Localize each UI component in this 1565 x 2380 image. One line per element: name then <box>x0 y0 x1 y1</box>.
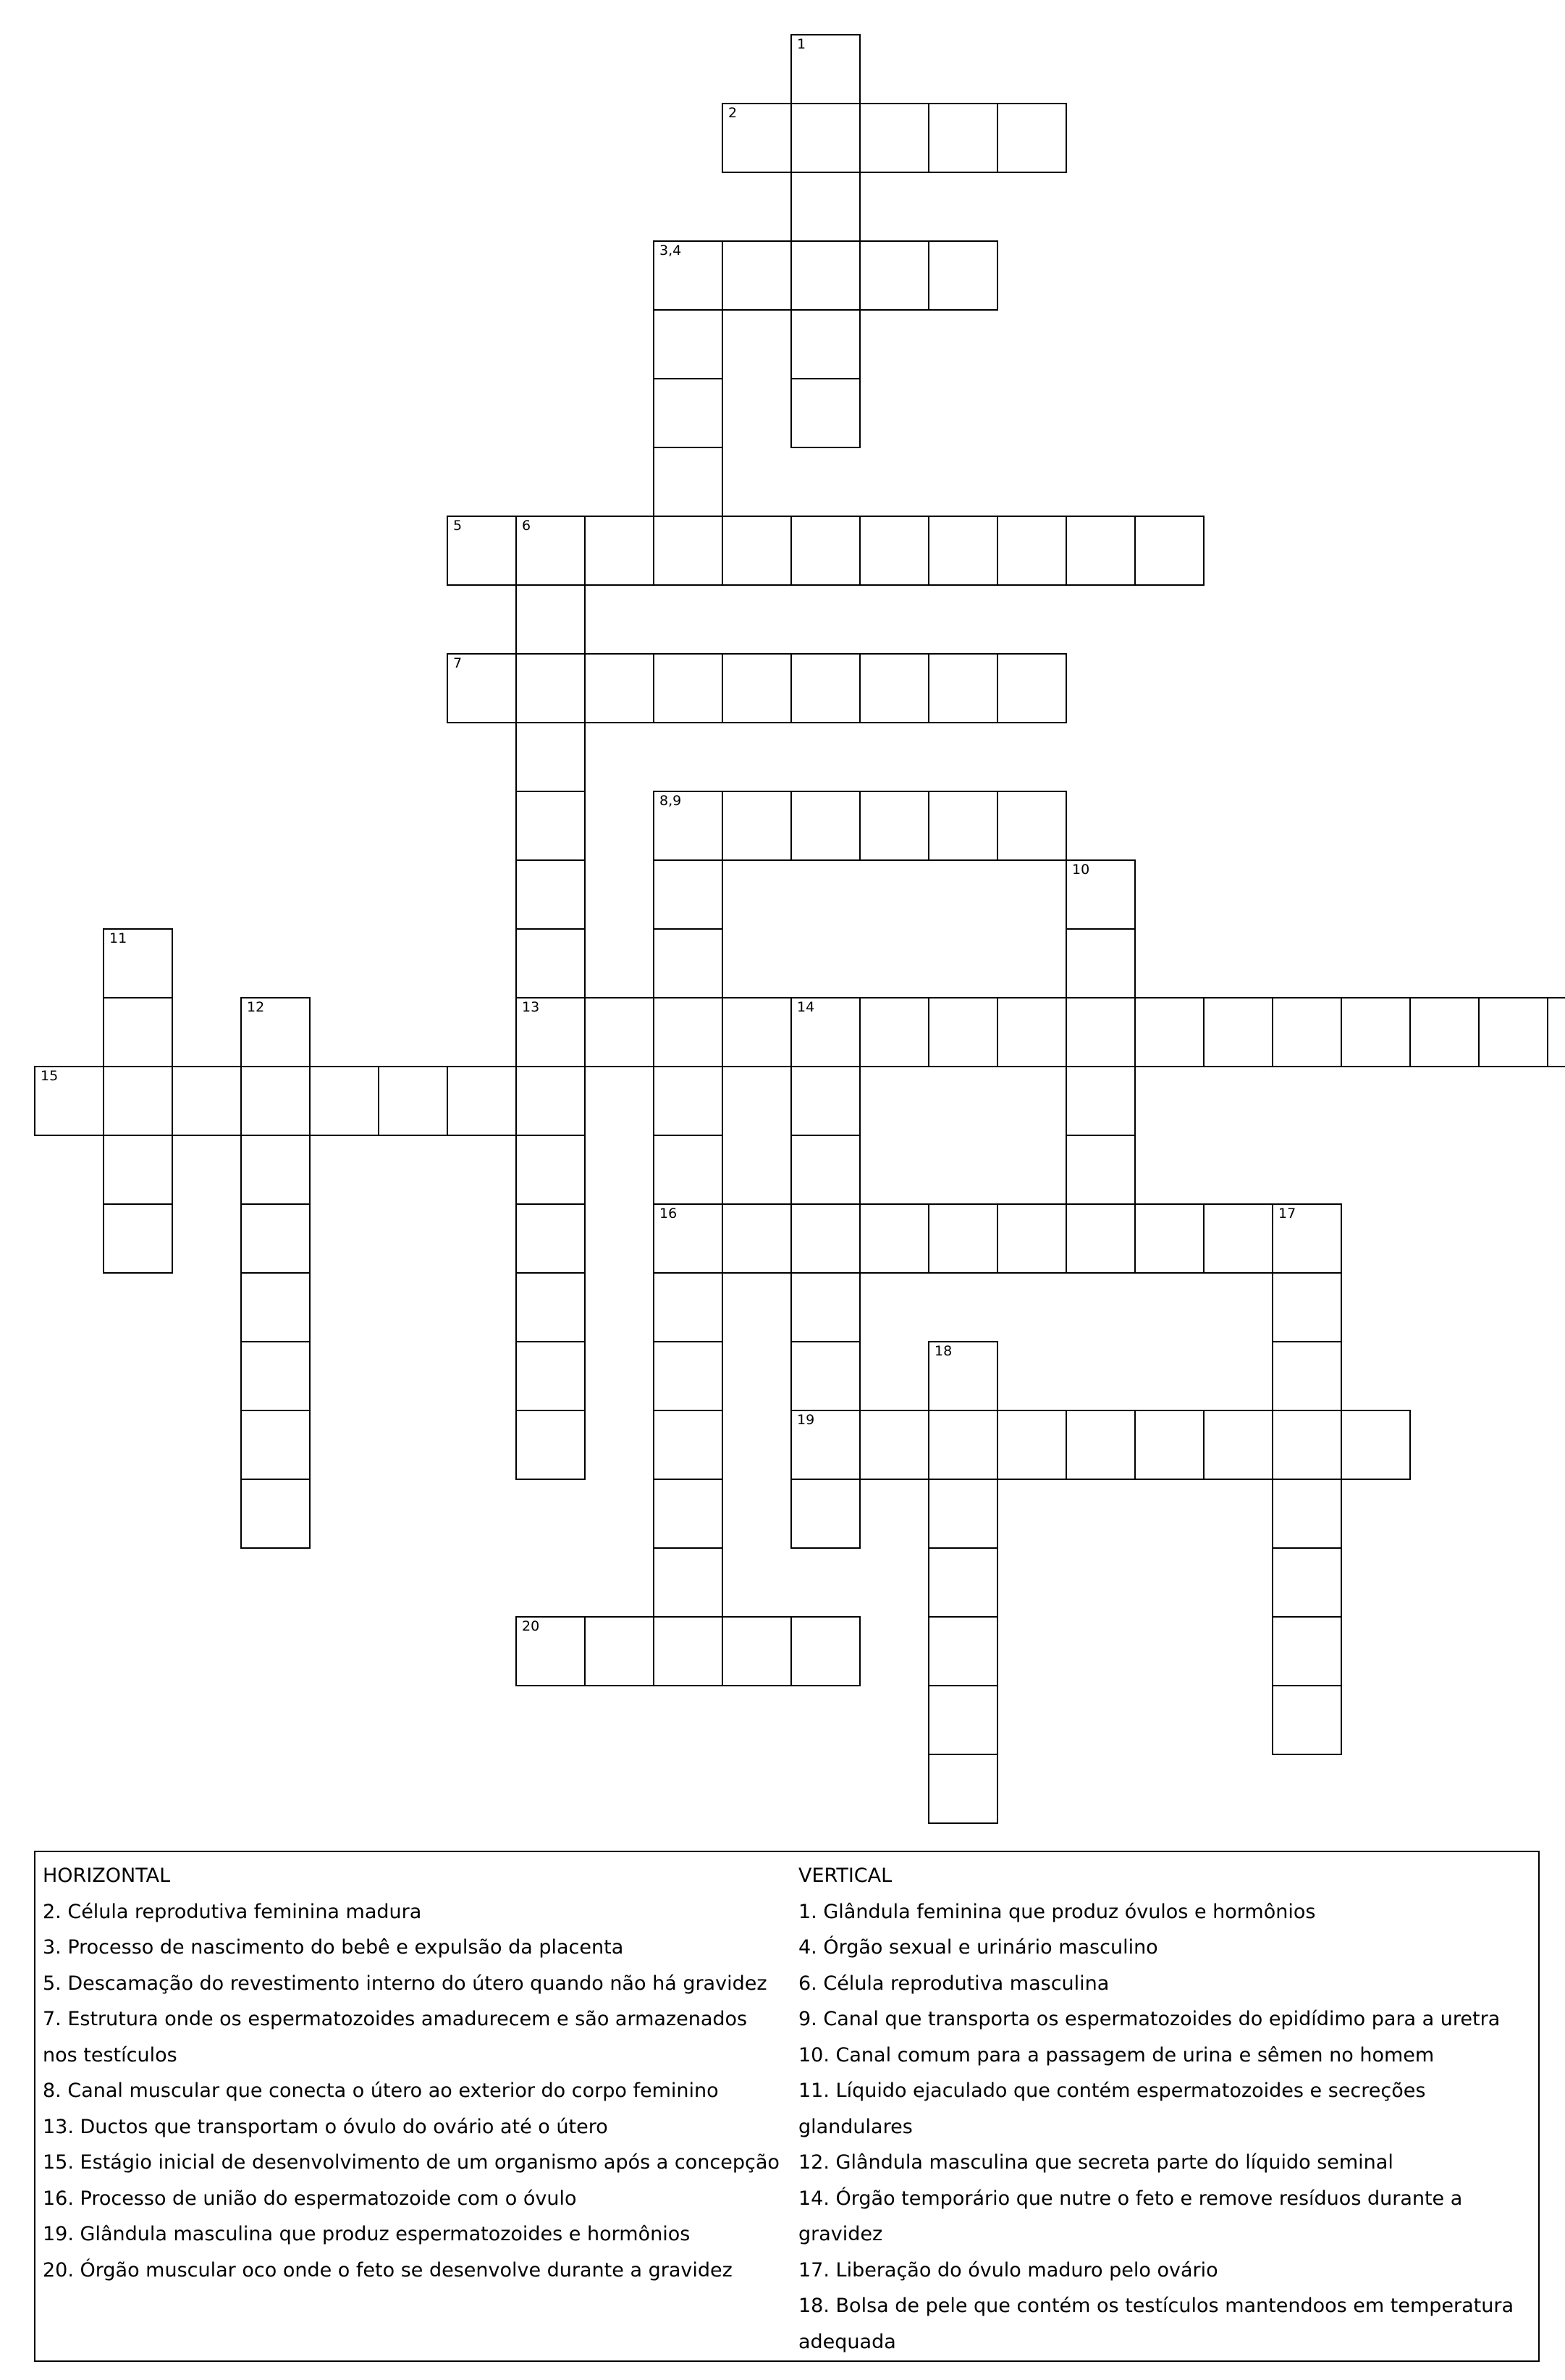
grid-cell[interactable] <box>653 1135 723 1205</box>
grid-cell[interactable] <box>515 1341 586 1411</box>
grid-cell[interactable] <box>240 1479 311 1549</box>
clue-item: 5. Descamação do revestimento interno do útero quando não há gravidez <box>43 1972 767 1995</box>
clue-number: 10 <box>1072 862 1090 878</box>
grid-cell[interactable] <box>997 653 1067 723</box>
grid-cell[interactable] <box>34 1066 104 1136</box>
grid-cell[interactable] <box>653 1066 723 1136</box>
grid-cell[interactable] <box>653 928 723 998</box>
grid-cell[interactable] <box>240 1341 311 1411</box>
grid-cell[interactable] <box>790 791 861 861</box>
grid-cell[interactable] <box>584 516 654 586</box>
grid-cell[interactable] <box>790 240 861 311</box>
grid-cell[interactable] <box>997 997 1067 1067</box>
grid-cell[interactable] <box>653 1203 723 1274</box>
grid-cell[interactable] <box>515 1410 586 1480</box>
clue-number: 3,4 <box>659 243 682 258</box>
grid-cell[interactable] <box>928 240 998 311</box>
grid-cell[interactable] <box>859 653 929 723</box>
grid-cell[interactable] <box>515 1203 586 1274</box>
grid-cell[interactable] <box>928 516 998 586</box>
clue-item: 12. Glândula masculina que secreta parte do líquido seminal <box>798 2151 1393 2174</box>
grid-cell[interactable] <box>859 1410 929 1480</box>
clue-number: 16 <box>659 1206 678 1221</box>
grid-cell[interactable] <box>653 1547 723 1618</box>
grid-cell[interactable] <box>447 516 517 586</box>
grid-cell[interactable] <box>790 1341 861 1411</box>
clue-item: 6. Célula reprodutiva masculina <box>798 1972 1110 1995</box>
grid-cell[interactable] <box>722 653 792 723</box>
grid-cell[interactable] <box>653 653 723 723</box>
grid-cell[interactable] <box>790 653 861 723</box>
grid-cell[interactable] <box>722 997 792 1067</box>
grid-cell[interactable] <box>1272 1479 1342 1549</box>
grid-cell[interactable] <box>790 1272 861 1342</box>
grid-cell[interactable] <box>928 1341 998 1411</box>
grid-cell[interactable] <box>928 1479 998 1549</box>
clue-item: 2. Célula reprodutiva feminina madura <box>43 1900 422 1923</box>
grid-cell[interactable] <box>928 1410 998 1480</box>
grid-cell[interactable] <box>928 1203 998 1274</box>
grid-cell[interactable] <box>790 378 861 448</box>
grid-cell[interactable] <box>1272 1547 1342 1618</box>
clue-item: 18. Bolsa de pele que contém os testículos mantendoos em temperatura adequada <box>798 2295 1514 2353</box>
grid-cell[interactable] <box>1272 997 1342 1067</box>
grid-cell[interactable] <box>240 1272 311 1342</box>
grid-cell[interactable] <box>722 240 792 311</box>
grid-cell[interactable] <box>103 997 173 1067</box>
clue-number: 20 <box>522 1618 540 1634</box>
grid-cell[interactable] <box>1272 1410 1342 1480</box>
clue-item: 9. Canal que transporta os espermatozoides do epidídimo para a uretra <box>798 2008 1501 2030</box>
grid-cell[interactable] <box>1066 1135 1136 1205</box>
grid-cell[interactable] <box>790 1616 861 1686</box>
grid-cell[interactable] <box>653 447 723 517</box>
clue-item: 4. Órgão sexual e urinário masculino <box>798 1936 1158 1959</box>
clue-number: 2 <box>728 105 738 121</box>
clue-item: 15. Estágio inicial de desenvolvimento de um organismo após a concepção <box>43 2151 780 2174</box>
grid-cell[interactable] <box>1066 1203 1136 1274</box>
grid-cell[interactable] <box>859 240 929 311</box>
grid-cell[interactable] <box>790 516 861 586</box>
clue-number: 13 <box>522 999 540 1015</box>
grid-cell[interactable] <box>103 1135 173 1205</box>
grid-cell[interactable] <box>240 1410 311 1480</box>
grid-cell[interactable] <box>722 1203 792 1274</box>
grid-cell[interactable] <box>653 1272 723 1342</box>
grid-cell[interactable] <box>653 1616 723 1686</box>
grid-cell[interactable] <box>653 1341 723 1411</box>
grid-cell[interactable] <box>1272 1685 1342 1755</box>
clue-number: 8,9 <box>659 793 682 809</box>
grid-cell[interactable] <box>1134 1203 1205 1274</box>
grid-cell[interactable] <box>515 516 586 586</box>
grid-cell[interactable] <box>172 1066 242 1136</box>
grid-cell[interactable] <box>1272 1616 1342 1686</box>
grid-cell[interactable] <box>1272 1341 1342 1411</box>
grid-cell[interactable] <box>653 1479 723 1549</box>
grid-cell[interactable] <box>1478 997 1548 1067</box>
grid-cell[interactable] <box>928 791 998 861</box>
grid-cell[interactable] <box>1066 1410 1136 1480</box>
grid-cell[interactable] <box>240 1203 311 1274</box>
grid-cell[interactable] <box>1134 997 1205 1067</box>
horizontal-clues <box>43 1858 781 2288</box>
grid-cell[interactable] <box>859 997 929 1067</box>
grid-cell[interactable] <box>1547 997 1565 1067</box>
grid-cell[interactable] <box>584 997 654 1067</box>
clue-item: 8. Canal muscular que conecta o útero ao exterior do corpo feminino <box>43 2080 719 2102</box>
grid-cell[interactable] <box>584 1616 654 1686</box>
grid-cell[interactable] <box>997 1410 1067 1480</box>
clue-number: 15 <box>41 1068 59 1084</box>
grid-cell[interactable] <box>240 1066 311 1136</box>
grid-cell[interactable] <box>378 1066 448 1136</box>
grid-cell[interactable] <box>240 997 311 1067</box>
grid-cell[interactable] <box>1066 859 1136 930</box>
grid-cell[interactable] <box>653 516 723 586</box>
grid-cell[interactable] <box>859 516 929 586</box>
grid-cell[interactable] <box>928 1754 998 1824</box>
grid-cell[interactable] <box>928 1547 998 1618</box>
clue-number: 18 <box>935 1343 953 1359</box>
clue-number: 14 <box>797 999 815 1015</box>
clue-item: 11. Líquido ejaculado que contém espermatozoides e secreções glandulares <box>798 2080 1426 2138</box>
grid-cell[interactable] <box>653 240 723 311</box>
grid-cell[interactable] <box>447 653 517 723</box>
grid-cell[interactable] <box>515 584 586 655</box>
grid-cell[interactable] <box>1134 516 1205 586</box>
grid-cell[interactable] <box>515 997 586 1067</box>
clue-item: 7. Estrutura onde os espermatozoides amadurecem e são armazenados nos testículos <box>43 2008 748 2066</box>
grid-cell[interactable] <box>997 1203 1067 1274</box>
horizontal-heading: HORIZONTAL <box>43 1864 171 1887</box>
grid-cell[interactable] <box>997 791 1067 861</box>
grid-cell[interactable] <box>515 1066 586 1136</box>
clue-item: 19. Glândula masculina que produz espermatozoides e hormônios <box>43 2223 691 2245</box>
grid-cell[interactable] <box>1272 1272 1342 1342</box>
grid-cell[interactable] <box>928 1616 998 1686</box>
grid-cell[interactable] <box>515 859 586 930</box>
grid-cell[interactable] <box>653 309 723 379</box>
grid-cell[interactable] <box>447 1066 517 1136</box>
grid-cell[interactable] <box>722 516 792 586</box>
grid-cell[interactable] <box>1409 997 1480 1067</box>
clue-number: 12 <box>247 999 265 1015</box>
grid-cell[interactable] <box>584 653 654 723</box>
grid-cell[interactable] <box>859 791 929 861</box>
grid-cell[interactable] <box>722 791 792 861</box>
grid-cell[interactable] <box>103 928 173 998</box>
grid-cell[interactable] <box>515 1135 586 1205</box>
grid-cell[interactable] <box>653 859 723 930</box>
clue-number: 7 <box>453 655 463 671</box>
clue-number: 19 <box>797 1412 815 1428</box>
grid-cell[interactable] <box>790 1135 861 1205</box>
clue-item: 17. Liberação do óvulo maduro pelo ovário <box>798 2258 1218 2282</box>
grid-cell[interactable] <box>997 516 1067 586</box>
grid-cell[interactable] <box>515 1272 586 1342</box>
grid-cell[interactable] <box>653 378 723 448</box>
grid-cell[interactable] <box>790 103 861 173</box>
grid-cell[interactable] <box>790 1203 861 1274</box>
clue-item: 10. Canal comum para a passagem de urina e sêmen no homem <box>798 2043 1435 2066</box>
clue-number: 1 <box>797 36 806 52</box>
grid-cell[interactable] <box>790 1410 861 1480</box>
grid-cell[interactable] <box>722 103 792 173</box>
clue-item: 16. Processo de união do espermatozoide com o óvulo <box>43 2187 577 2210</box>
grid-cell[interactable] <box>790 1066 861 1136</box>
grid-cell[interactable] <box>928 1685 998 1755</box>
grid-cell[interactable] <box>928 103 998 173</box>
grid-cell[interactable] <box>1203 1410 1273 1480</box>
grid-cell[interactable] <box>722 1616 792 1686</box>
grid-cell[interactable] <box>515 722 586 792</box>
grid-cell[interactable] <box>790 309 861 379</box>
grid-cell[interactable] <box>1066 997 1136 1067</box>
grid-cell[interactable] <box>240 1135 311 1205</box>
clue-item: 3. Processo de nascimento do bebê e expulsão da placenta <box>43 1936 624 1959</box>
grid-cell[interactable] <box>653 791 723 861</box>
grid-cell[interactable] <box>1341 997 1411 1067</box>
clue-number: 5 <box>453 518 463 534</box>
grid-cell[interactable] <box>515 1616 586 1686</box>
grid-cell[interactable] <box>790 1479 861 1549</box>
grid-cell[interactable] <box>859 103 929 173</box>
grid-cell[interactable] <box>653 1410 723 1480</box>
clue-item: 20. Órgão muscular oco onde o feto se desenvolve durante a gravidez <box>43 2258 733 2282</box>
grid-cell[interactable] <box>103 1203 173 1274</box>
grid-cell[interactable] <box>309 1066 379 1136</box>
grid-cell[interactable] <box>790 997 861 1067</box>
grid-cell[interactable] <box>1134 1410 1205 1480</box>
grid-cell[interactable] <box>790 34 861 104</box>
grid-cell[interactable] <box>515 791 586 861</box>
grid-cell[interactable] <box>1203 997 1273 1067</box>
grid-cell[interactable] <box>859 1203 929 1274</box>
clue-number: 11 <box>109 930 127 946</box>
grid-cell[interactable] <box>1203 1203 1273 1274</box>
grid-cell[interactable] <box>1341 1410 1411 1480</box>
grid-cell[interactable] <box>1066 1066 1136 1136</box>
grid-cell[interactable] <box>997 103 1067 173</box>
clue-number: 17 <box>1278 1206 1296 1221</box>
grid-cell[interactable] <box>928 653 998 723</box>
grid-cell[interactable] <box>928 997 998 1067</box>
grid-cell[interactable] <box>103 1066 173 1136</box>
grid-cell[interactable] <box>1066 928 1136 998</box>
clue-item: 14. Órgão temporário que nutre o feto e remove resíduos durante a gravidez <box>798 2187 1463 2245</box>
clue-item: 13. Ductos que transportam o óvulo do ovário até o útero <box>43 2115 608 2138</box>
grid-cell[interactable] <box>1272 1203 1342 1274</box>
clue-panel <box>34 1851 1540 2362</box>
grid-cell[interactable] <box>515 928 586 998</box>
vertical-heading: VERTICAL <box>798 1864 893 1887</box>
grid-cell[interactable] <box>515 653 586 723</box>
clue-number: 6 <box>522 518 531 534</box>
vertical-clues <box>798 1858 1537 2360</box>
grid-cell[interactable] <box>1066 516 1136 586</box>
grid-cell[interactable] <box>790 172 861 242</box>
grid-cell[interactable] <box>653 997 723 1067</box>
clue-item: 1. Glândula feminina que produz óvulos e hormônios <box>798 1900 1316 1923</box>
